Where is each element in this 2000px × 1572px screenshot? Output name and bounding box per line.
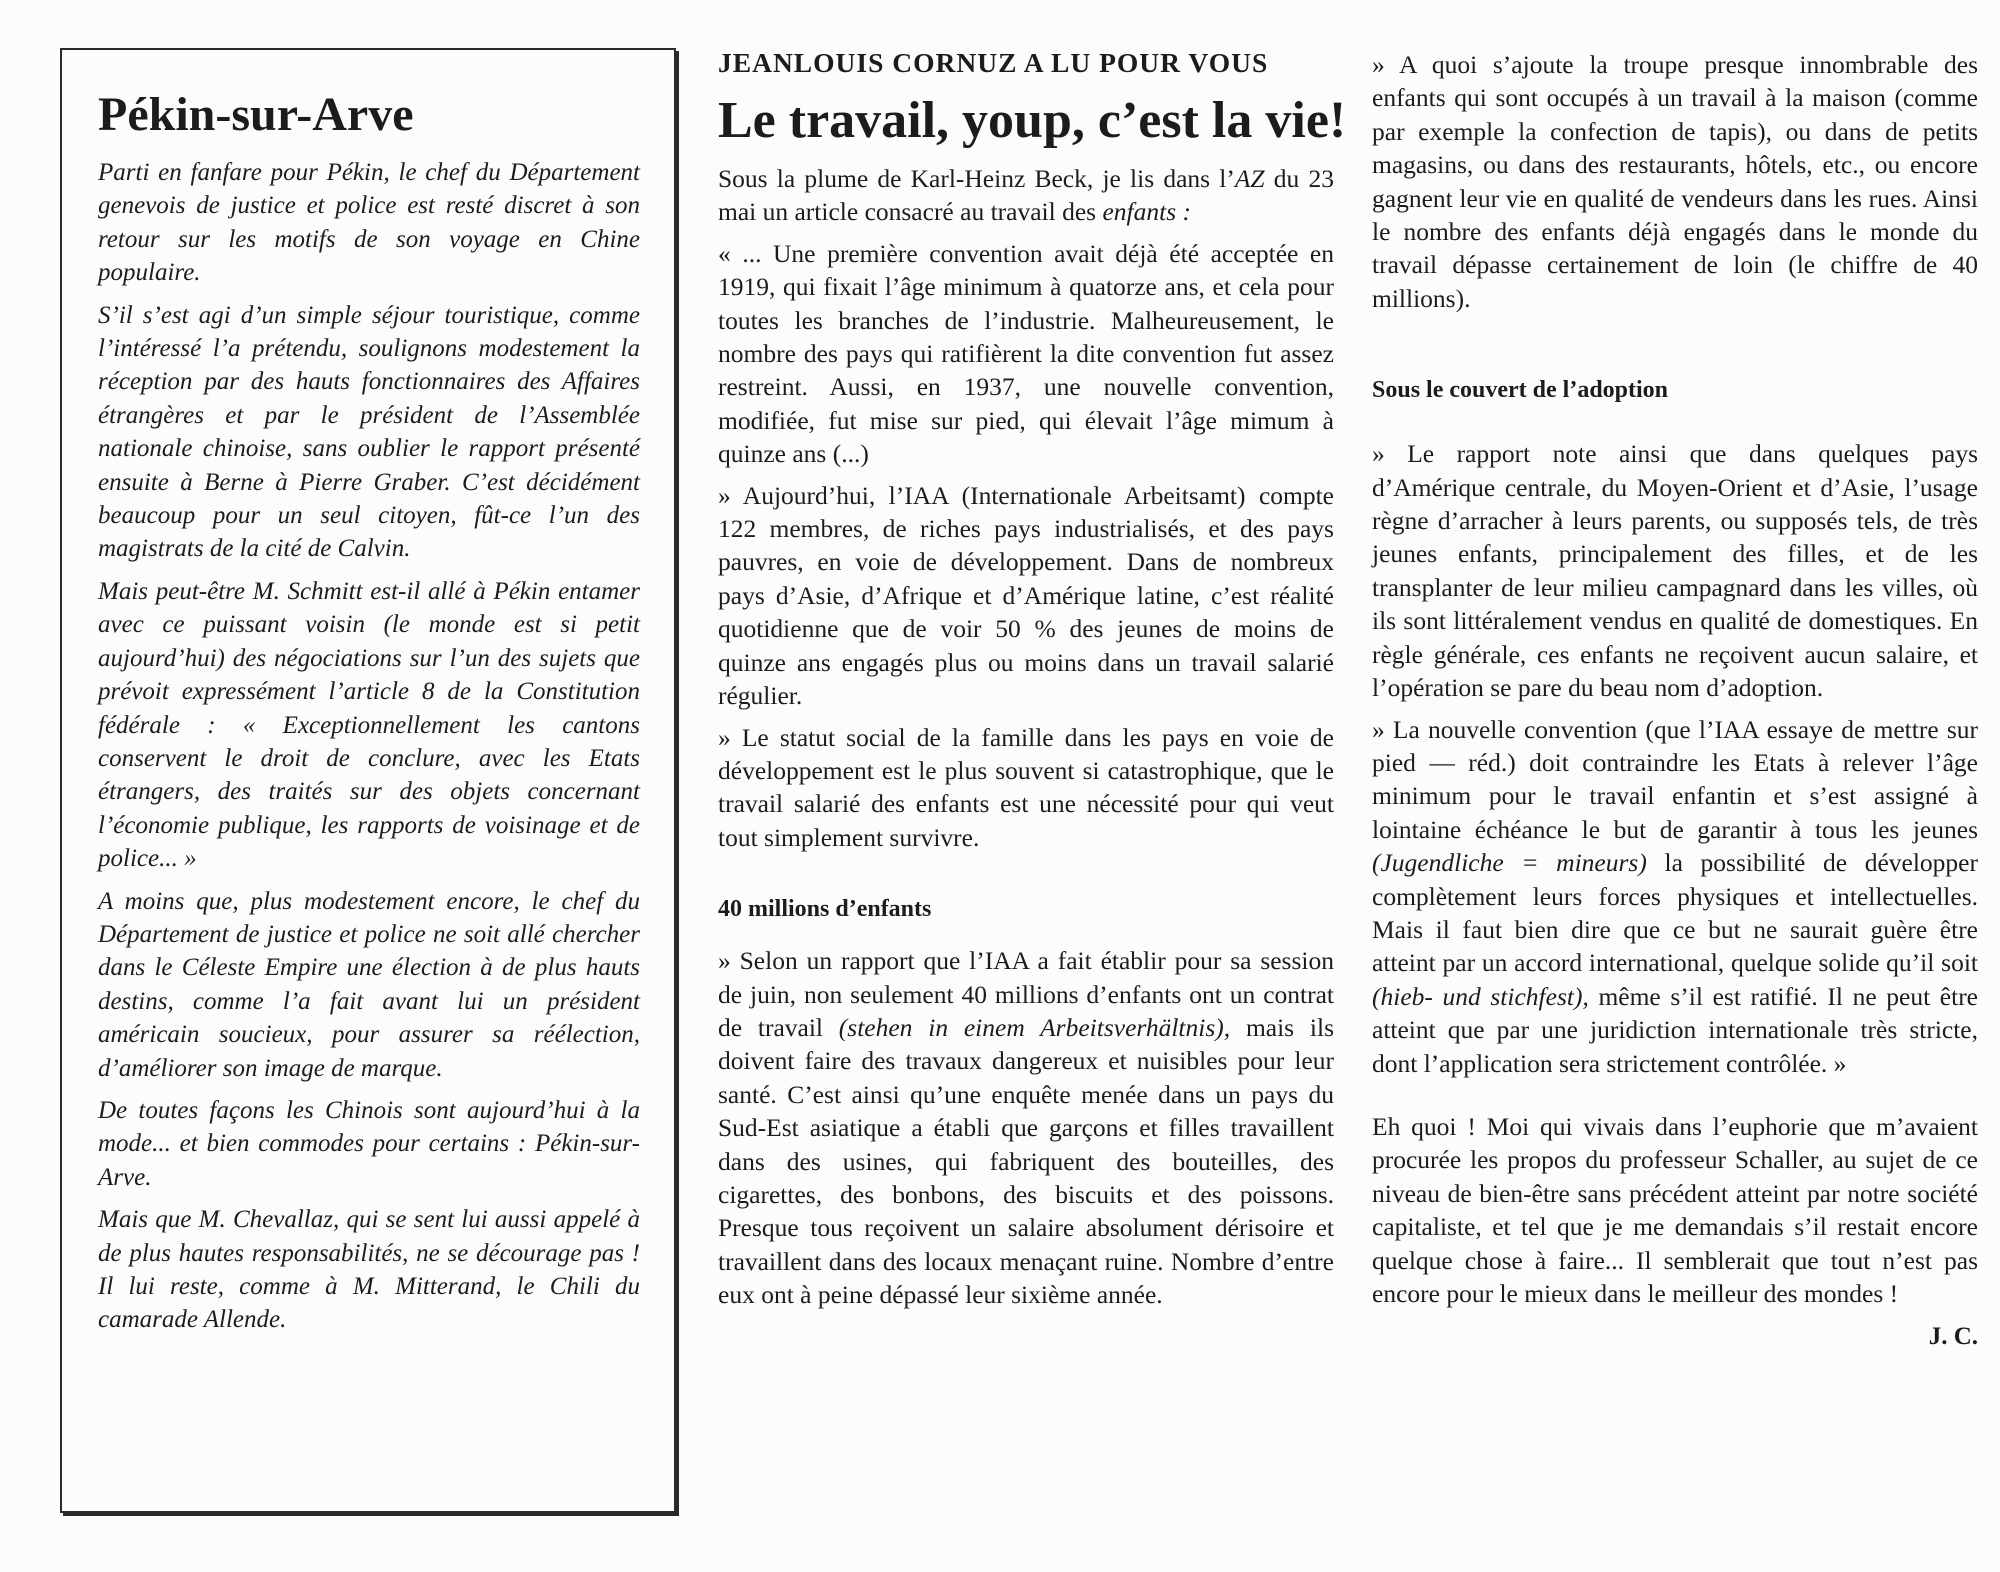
article-subhead: Sous le couvert de l’adoption [1372,377,1669,404]
sidebar-box [60,48,676,1513]
article-paragraph: » Le rapport note ainsi que dans quelques pays d’Amérique centrale, du Moyen-Orient et d’Asie, l’usage règne d’arracher à leurs parents, ou supposés tels, de très jeunes enfants, principalement des filles, et de les transplanter de leur milieu campagnard dans les villes, où ils sont littéralement vendus en qualité de domestiques. En règle générale, ces enfants ne reçoivent aucun salaire, et l’opération se pare du beau nom d’adoption. [1372,439,1978,703]
article-paragraph: » Selon un rapport que l’IAA a fait établir pour sa session de juin, non seulement 40 millions d’enfants ont un contrat de travail (stehen in einem Arbeitsverhältnis), mais ils doivent faire des travaux dangereux et nuisibles pour leur santé. C’est ainsi qu’une enquête menée dans un pays du Sud-Est asiatique a établi que garçons et filles travaillent dans des usines, qui fabriquent des bouteilles, des cigarettes, des bonbons, des biscuits et des poissons. Presque tous reçoivent un salaire absolument dérisoire et travaillent dans des locaux menaçant ruine. Nombre d’entre eux ont à peine dépassé leur sixième année. [718,946,1334,1310]
article-subhead: 40 millions d’enfants [718,896,932,923]
box-paragraph: Mais peut-être M. Schmitt est-il allé à Pékin entamer avec ce puissant voisin (le monde est si petit aujourd’hui) des négociations sur l’un des sujets que prévoit expressément l’article 8 de la Constitution fédérale : « Exceptionnellement les cantons conservent le droit de conclure, avec les Etats étrangers, des traités sur des objets concernant l’économie publique, les rapports de voisinage et de police... » [98,577,640,873]
article-paragraph: » Aujourd’hui, l’IAA (Internationale Arbeitsamt) compte 122 membres, de riches pays industrialisés, et des pays pauvres, en voie de développement. Dans de nombreux pays d’Asie, d’Afrique et d’Amérique latine, c’est réalité quotidienne que de voir 50 % des jeunes de moins de quinze ans engagés plus ou moins dans un travail salarié régulier. [718,480,1334,711]
article-column-1 [718,44,1347,1320]
article-intro: Sous la plume de Karl-Heinz Beck, je lis dans l’AZ du 23 mai un article consacré au travail des enfants : [718,164,1334,227]
box-paragraph: Mais que M. Chevallaz, qui se sent lui aussi appelé à de plus hautes responsabilités, ne se décourage pas ! Il lui reste, comme à M. Mitterand, le Chili du camarade Allende. [98,1206,640,1334]
article-paragraph: » Le statut social de la famille dans les pays en voie de développement est le plus souvent si catastrophique, que le travail salarié des enfants est une nécessité pour qui veut tout simplement survivre. [718,722,1334,852]
article-paragraph: Eh quoi ! Moi qui vivais dans l’euphorie que m’avaient procurée les propos du professeur Schaller, au sujet de ce niveau de bien-être sans précédent atteint par notre société capitaliste, et tel que je me demandais s’il restait encore quelque chose à faire... Il semblerait que tout n’est pas encore pour le mieux dans le meilleur des mondes ! [1372,1111,1978,1308]
article-kicker: JEANLOUIS CORNUZ A LU POUR VOUS [718,47,1269,78]
box-title: Pékin-sur-Arve [98,88,414,141]
article-paragraph: « ... Une première convention avait déjà été acceptée en 1919, qui fixait l’âge minimum à quatorze ans, et cela pour toutes les branches de l’industrie. Malheureusement, le nombre des pays qui ratifièrent la dite convention fut assez restreint. Aussi, en 1937, une nouvelle convention, modifiée, fut mise sur pied, qui élevait l’âge mimum à quinze ans (...) [718,238,1334,469]
box-paragraph: S’il s’est agi d’un simple séjour touristique, comme l’intéressé l’a prétendu, soulignons modestement la réception par des hauts fonctionnaires des Affaires étrangères et par le président de l’Assemblée nationale chinoise, sans oublier le rapport présenté ensuite à Berne à Pierre Graber. C’est décidément beaucoup pour un seul citoyen, fût-ce l’un des magistrats de la cité de Calvin. [98,301,640,563]
article-paragraph: » La nouvelle convention (que l’IAA essaye de mettre sur pied — réd.) doit contraindre les Etats à relever l’âge minimum pour le travail enfantin et s’est assigné à lointaine échéance le but de garantir à tous les jeunes (Jugendliche = mineurs) la possibilité de développer complètement leurs forces physiques et intellectuelles. Mais il faut bien dire que ce but ne saurait guère être atteint par un accord international, quelque solide qu’il soit (hieb- und stichfest), même s’il est ratifié. Il ne peut être atteint que par une juridiction internationale très stricte, dont l’application sera strictement contrôlée. » [1372,714,1979,1078]
article-column-2 [1372,48,1978,1354]
box-paragraph: A moins que, plus modestement encore, le chef du Département de justice et police ne soit allé chercher dans le Céleste Empire une élection à de plus hauts destins, comme l’a fait avant lui un président américain soucieux, pour assurer sa réélection, d’améliorer son image de marque. [98,887,640,1082]
article-paragraph: » A quoi s’ajoute la troupe presque innombrable des enfants qui sont occupés à un travail à la maison (comme par exemple la confection de tapis), ou dans de petits magasins, ou dans des restaurants, hôtels, etc., ou encore gagnent leur vie en qualité de vendeurs dans les rues. Ainsi le nombre des enfants déjà engagés dans le monde du travail dépasse certainement de loin (le chiffre de 40 millions). [1372,50,1978,313]
article-headline: Le travail, youp, c’est la vie! [718,92,1347,149]
box-paragraph: De toutes façons les Chinois sont aujourd’hui à la mode... et bien commodes pour certains : Pékin-sur-Arve. [98,1096,640,1191]
article-signature: J. C. [1928,1323,1978,1351]
box-paragraph: Parti en fanfare pour Pékin, le chef du Département genevois de justice et police est resté discret à son retour sur les motifs de son voyage en Chine populaire. [98,159,640,287]
